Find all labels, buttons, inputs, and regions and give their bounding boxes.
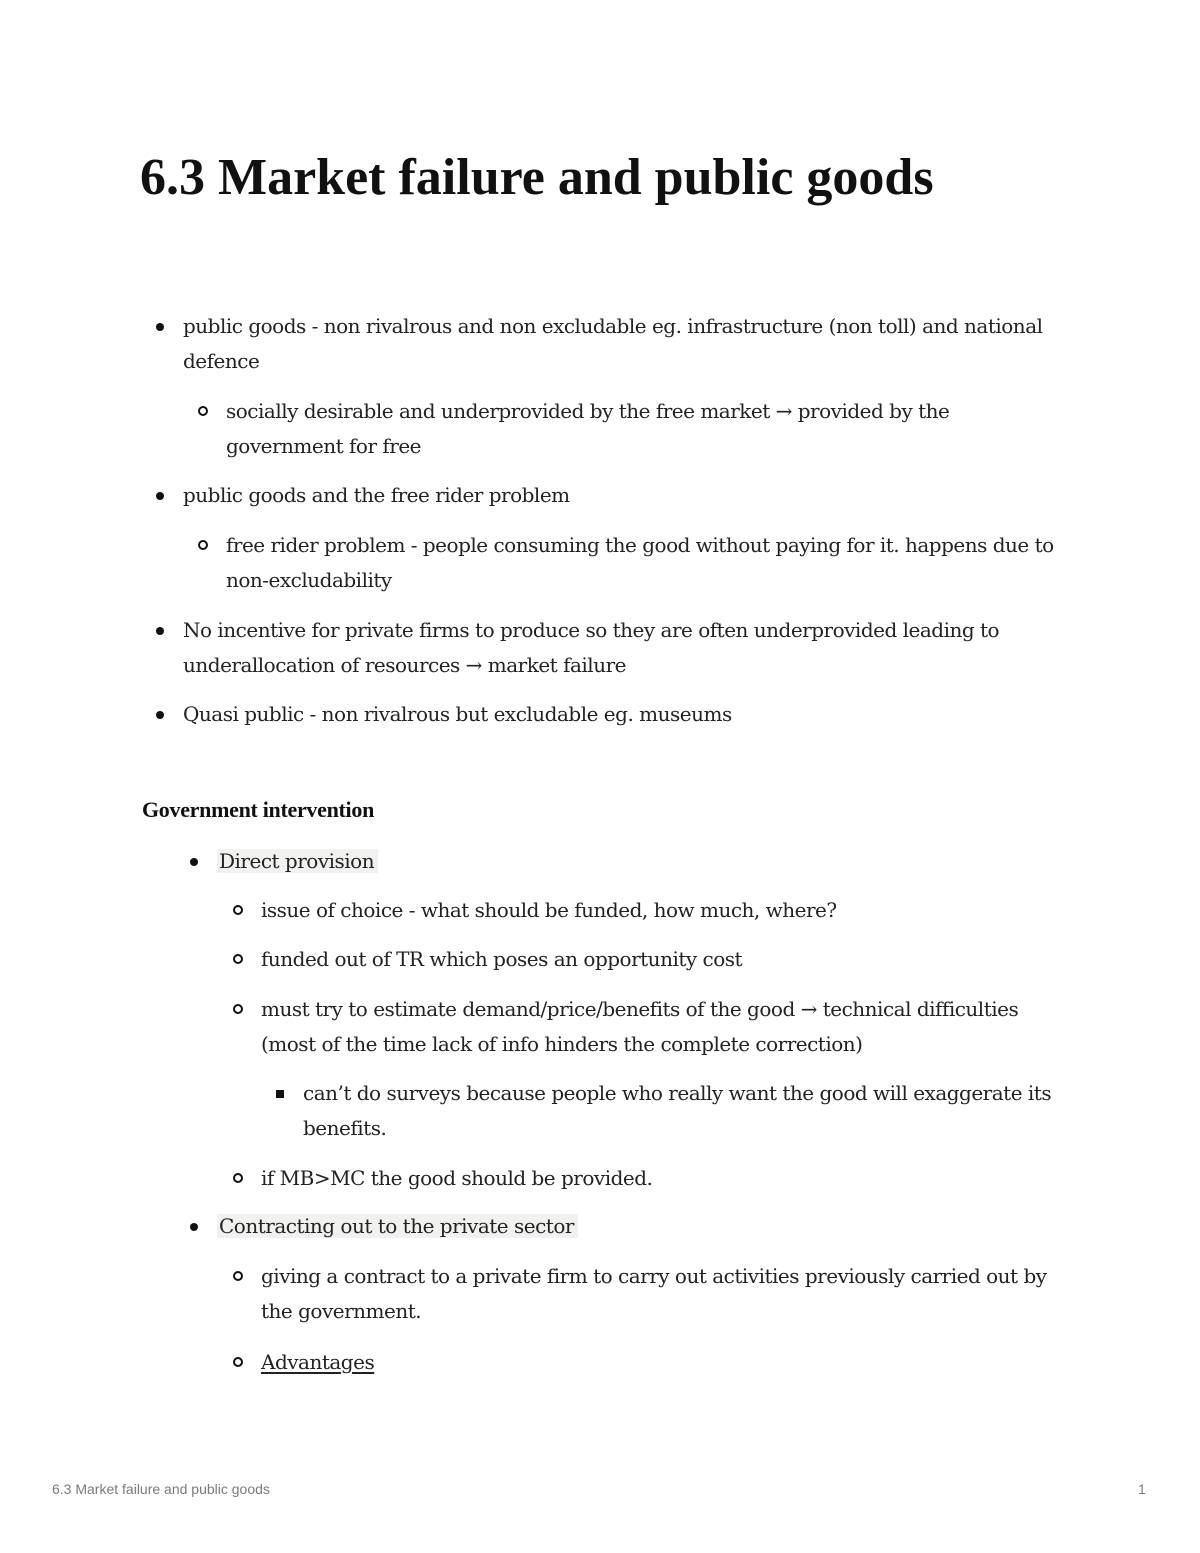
page-title: 6.3 Market failure and public goods [140, 149, 934, 206]
circle-bullet-icon [233, 1357, 243, 1367]
list-item [183, 613, 1013, 683]
list-item [183, 478, 1043, 513]
list-item [261, 1161, 1061, 1196]
list-item-text: socially desirable and underprovided by the free market → provided by the government for free [226, 399, 950, 458]
list-item-text: must try to estimate demand/price/benefits of the good → technical difficulties (most of the time lack of info hinders the complete correction) [261, 997, 1019, 1056]
disc-bullet-icon [156, 492, 164, 500]
disc-bullet-icon [190, 1223, 198, 1231]
footer-title: 6.3 Market failure and public goods [52, 1481, 270, 1497]
circle-bullet-icon [233, 1173, 243, 1183]
circle-bullet-icon [198, 406, 208, 416]
disc-bullet-icon [190, 858, 198, 866]
list-item-text: public goods and the free rider problem [183, 483, 570, 507]
list-item-text: funded out of TR which poses an opportunity cost [261, 947, 743, 971]
circle-bullet-icon [233, 954, 243, 964]
list-item-text: if MB>MC the good should be provided. [261, 1166, 653, 1190]
circle-bullet-icon [233, 905, 243, 915]
list-item [261, 1345, 1061, 1380]
list-item [226, 394, 1066, 464]
list-item-text: free rider problem - people consuming the good without paying for it. happens due to non-excludability [226, 533, 1054, 592]
list-item [183, 309, 1043, 379]
list-item [303, 1076, 1063, 1146]
square-bullet-icon [276, 1090, 284, 1098]
circle-bullet-icon [233, 1271, 243, 1281]
list-item [261, 1259, 1051, 1329]
list-item [217, 1209, 1037, 1244]
circle-bullet-icon [233, 1004, 243, 1014]
disc-bullet-icon [156, 323, 164, 331]
disc-bullet-icon [156, 627, 164, 635]
highlighted-text: Direct provision [217, 849, 378, 873]
list-item [261, 942, 1061, 977]
list-item-text: Quasi public - non rivalrous but excludable eg. museums [183, 702, 732, 726]
list-item-text: No incentive for private firms to produce so they are often underprovided leading to underallocation of resources → market failure [183, 618, 1000, 677]
list-item [226, 528, 1056, 598]
list-item [183, 697, 1043, 732]
list-item-text: public goods - non rivalrous and non excludable eg. infrastructure (non toll) and national defence [183, 314, 1043, 373]
list-item [261, 992, 1051, 1062]
list-item [217, 844, 1037, 879]
list-item-text: issue of choice - what should be funded, how much, where? [261, 898, 837, 922]
list-item [261, 893, 1061, 928]
list-item-text: can’t do surveys because people who really want the good will exaggerate its benefits. [303, 1081, 1052, 1140]
section-heading: Government intervention [142, 797, 375, 822]
circle-bullet-icon [198, 540, 208, 550]
underlined-link-text[interactable]: Advantages [261, 1350, 375, 1374]
disc-bullet-icon [156, 711, 164, 719]
page-number: 1 [1138, 1481, 1146, 1497]
list-item-text: giving a contract to a private firm to carry out activities previously carried out by the government. [261, 1264, 1047, 1323]
highlighted-text: Contracting out to the private sector [217, 1214, 578, 1238]
